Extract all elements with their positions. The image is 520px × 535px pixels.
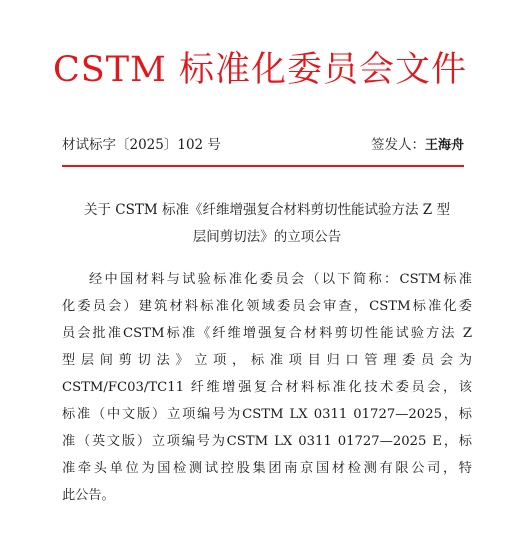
notice-body-line: 型层间剪切法》立项，标准项目归口管理委员会为: [62, 353, 472, 368]
notice-body-line: CSTM/FC03/TC11 纤维增强复合材料标准化技术委员会，该: [62, 380, 472, 395]
notice-body-line: 准（英文版）立项编号为CSTM LX 0311 01727—2025 E，标: [62, 434, 472, 449]
header-divider-line: [62, 165, 464, 167]
notice-body-line: 员会批准CSTM标准《纤维增强复合材料剪切性能试验方法 Z: [62, 326, 472, 341]
notice-title-line: 层间剪切法》的立项公告: [192, 229, 342, 245]
document-header-title: CSTM 标准化委员会文件: [52, 50, 468, 90]
notice-body-line: 准牵头单位为国检测试控股集团南京国材检测有限公司，特: [62, 461, 472, 476]
notice-body-line: 此公告。: [62, 488, 115, 503]
document-number: 材试标字〔2025〕102 号: [62, 137, 221, 153]
document-meta-row: [62, 134, 464, 156]
notice-body-line: 经中国材料与试验标准化委员会（以下简称：CSTM标准: [89, 272, 472, 287]
signer-info: [371, 134, 464, 157]
notice-body-line: 化委员会）建筑材料标准化领域委员会审查，CSTM标准化委: [62, 299, 472, 314]
signer-name: 王海舟: [424, 138, 464, 153]
notice-body: [62, 266, 472, 509]
signer-label: 签发人：: [370, 137, 425, 153]
notice-title: [62, 197, 472, 251]
notice-title-line: 关于 CSTM 标准《纤维增强复合材料剪切性能试验方法 Z 型: [84, 202, 450, 218]
notice-body-line: 标准（中文版）立项编号为CSTM LX 0311 01727—2025，标: [62, 407, 472, 422]
